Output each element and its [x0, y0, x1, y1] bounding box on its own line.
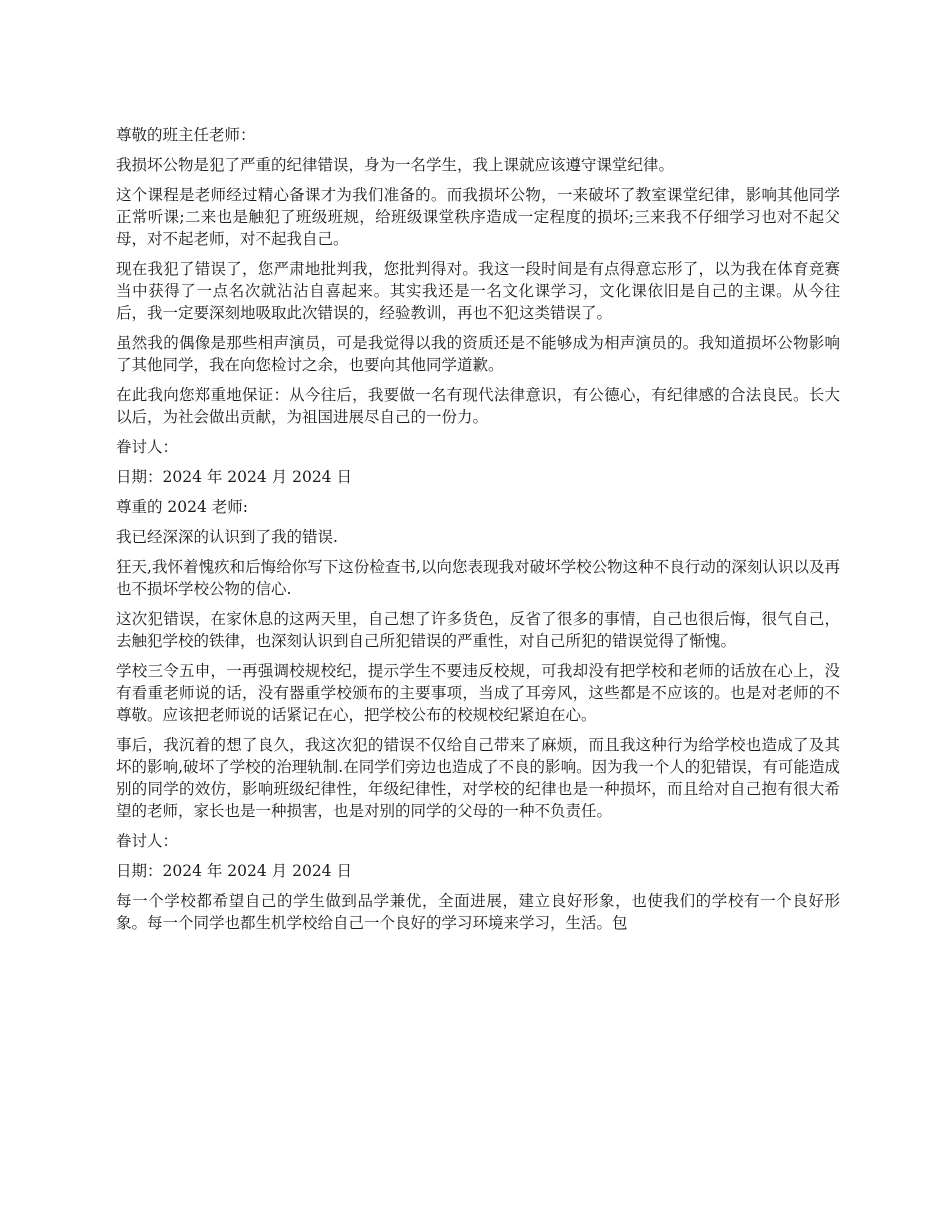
salutation: 尊重的 2024 老师:: [116, 498, 249, 516]
paragraph: 我已经深深的认识到了我的错误.: [116, 528, 338, 546]
paragraph: 每一个学校都希望自己的学生做到品学兼优，全面进展，建立良好形象，也使我们的学校有一个良好形象。每一个同学也都生机学校给自己一个良好的学习环境来学习，生活。包: [116, 892, 840, 932]
paragraph: 这个课程是老师经过精心备课才为我们准备的。而我损坏公物，一来破坏了教室课堂纪律，影响其他同学正常听课;二来也是触犯了班级班规，给班级课堂秩序造成一定程度的损坏;三来我不仔细学习也对不起父母，对不起老师，对不起我自己。: [116, 186, 840, 248]
paragraph: 事后，我沉着的想了良久，我这次犯的错误不仅给自己带来了麻烦，而且我这种行为给学校也造成了及其坏的影响,破坏了学校的治理轨制.在同学们旁边也造成了不良的影响。因为我一个人的犯错误，有可能造成别的同学的效仿，影响班级纪律性，年级纪律性，对学校的纪律也是一种损坏，而且给对自己抱有很大希望的老师，家长也是一种损害，也是对别的同学的父母的一种不负责任。: [116, 736, 840, 820]
signature-line: 眷讨人：: [116, 438, 179, 456]
paragraph: 在此我向您郑重地保证：从今往后，我要做一名有现代法律意识，有公德心，有纪律感的合法良民。长大以后，为社会做出贡献，为祖国进展尽自己的一份力。: [116, 386, 840, 426]
paragraph: 虽然我的偶像是那些相声演员，可是我觉得以我的资质还是不能够成为相声演员的。我知道损坏公物影响了其他同学，我在向您检讨之余，也要向其他同学道歉。: [116, 334, 840, 374]
date-line: 日期：2024 年 2024 月 2024 日: [116, 468, 352, 486]
document-body: [116, 124, 840, 942]
paragraph: 狂天,我怀着愧疚和后悔给你写下这份检查书,以向您表现我对破坏学校公物这种不良行动的深刻认识以及再也不损坏学校公物的信心.: [116, 558, 840, 598]
paragraph: 现在我犯了错误了，您严肃地批判我，您批判得对。我这一段时间是有点得意忘形了，以为我在体育竞赛当中获得了一点名次就沾沾自喜起来。其实我还是一名文化课学习，文化课依旧是自己的主课。从今往后，我一定要深刻地吸取此次错误的，经验教训，再也不犯这类错误了。: [116, 260, 840, 322]
paragraph: 这次犯错误，在家休息的这两天里，自己想了许多货色，反省了很多的事情，自己也很后悔，很气自己，去触犯学校的铁律，也深刻认识到自己所犯错误的严重性，对自己所犯的错误觉得了惭愧。: [116, 610, 840, 650]
salutation: 尊敬的班主任老师：: [116, 126, 256, 144]
paragraph: 我损坏公物是犯了严重的纪律错误，身为一名学生，我上课就应该遵守课堂纪律。: [116, 156, 675, 174]
paragraph: 学校三令五申，一再强调校规校纪，提示学生不要违反校规，可我却没有把学校和老师的话放在心上，没有看重老师说的话，没有器重学校颁布的主要事项，当成了耳旁风，这些都是不应该的。也是对老师的不尊敬。应该把老师说的话紧记在心，把学校公布的校规校纪紧迫在心。: [116, 662, 840, 724]
signature-line: 眷讨人：: [116, 832, 179, 850]
date-line: 日期：2024 年 2024 月 2024 日: [116, 862, 352, 880]
